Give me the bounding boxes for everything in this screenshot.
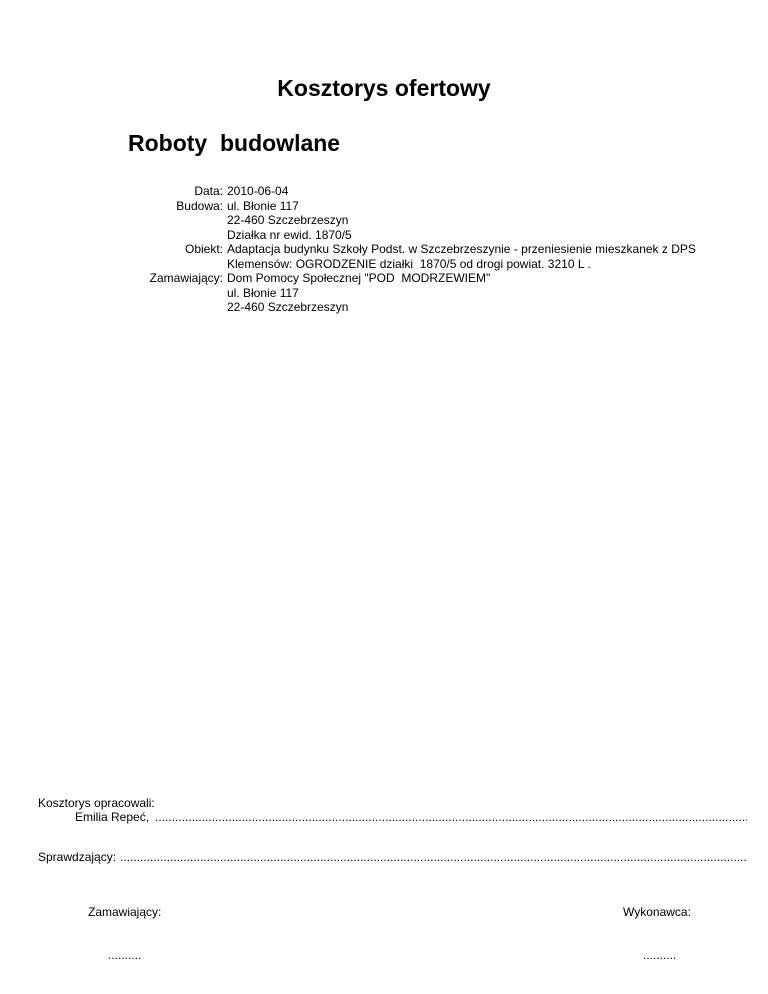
info-row-data — [0, 184, 768, 199]
budowa-line: ul. Błonie 117 — [227, 198, 299, 213]
info-row-budowa — [0, 199, 768, 214]
document-title: Kosztorys ofertowy — [277, 75, 491, 101]
preparer-dotted-line — [155, 810, 747, 824]
obiekt-label: Obiekt: — [184, 242, 223, 256]
document-subtitle: Roboty budowlane — [128, 130, 341, 156]
preparer-line — [75, 810, 747, 824]
checker-label: Sprawdzający: — [38, 850, 117, 864]
client-label: Zamawiający: — [88, 905, 162, 919]
preparer-name: Emilia Repeć, — [75, 810, 150, 824]
client-signature-line: .......... — [108, 948, 142, 962]
budowa-line: 22-460 Szczebrzeszyn — [227, 213, 349, 227]
info-row-obiekt — [0, 257, 768, 272]
document-info — [0, 184, 768, 315]
contractor-label: Wykonawca: — [623, 905, 691, 919]
obiekt-line: Klemensów: OGRODZENIE działki 1870/5 od drogi powiat. 3210 L . — [227, 256, 591, 271]
info-row-budowa — [0, 228, 768, 243]
budowa-line: Działka nr ewid. 1870/5 — [227, 227, 352, 242]
data-value: 2010-06-04 — [227, 184, 289, 198]
zamawiajacy-line: 22-460 Szczebrzeszyn — [227, 300, 349, 314]
zamawiajacy-line: ul. Błonie 117 — [227, 285, 299, 300]
zamawiajacy-label: Zamawiający: — [149, 271, 223, 285]
checker-line — [38, 850, 747, 864]
info-row-obiekt — [0, 242, 768, 257]
checker-dotted-line — [120, 850, 747, 864]
info-row-zamawiajacy — [0, 271, 768, 286]
obiekt-line: Adaptacja budynku Szkoły Podst. w Szczebrzeszynie - przeniesienie mieszkanek z DPS — [227, 242, 696, 256]
contractor-signature-line: .......... — [643, 948, 677, 962]
budowa-label: Budowa: — [176, 198, 223, 213]
prepared-by-label: Kosztorys opracowali: — [38, 796, 155, 810]
info-row-zamawiajacy — [0, 300, 768, 315]
zamawiajacy-line: Dom Pomocy Społecznej "POD MODRZEWIEM" — [227, 271, 491, 285]
data-label: Data: — [194, 184, 223, 198]
info-row-zamawiajacy — [0, 286, 768, 301]
info-row-budowa — [0, 213, 768, 228]
